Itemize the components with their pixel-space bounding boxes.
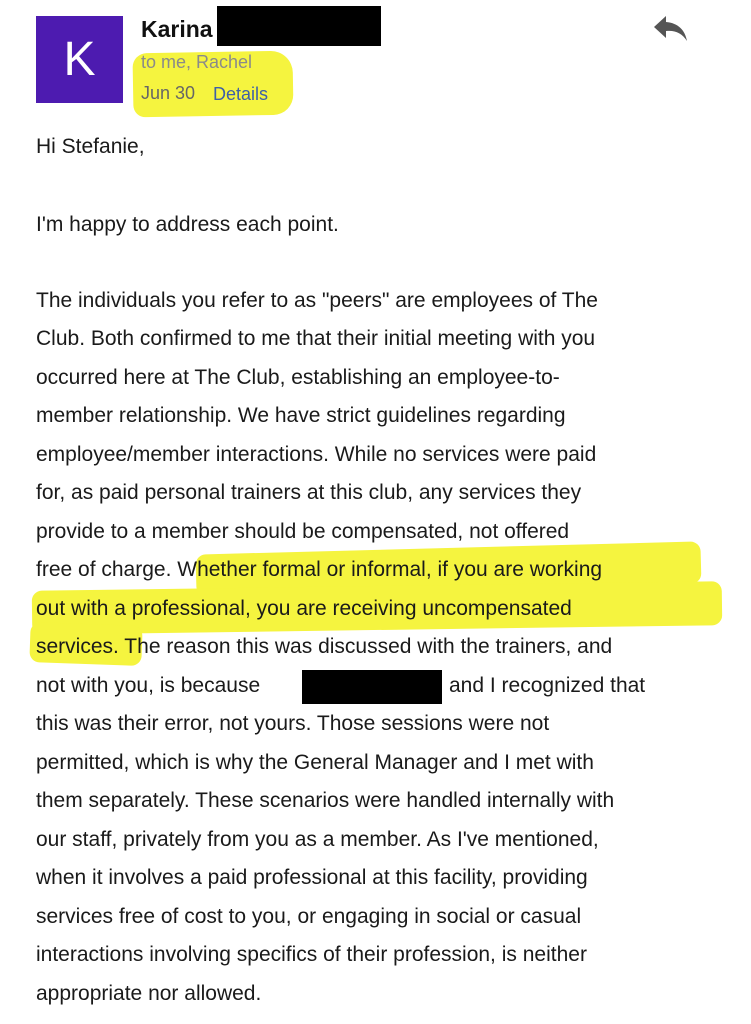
greeting: Hi Stefanie, [36, 135, 145, 158]
avatar-letter: K [63, 33, 96, 86]
body-line: services free of cost to you, or engaging in social or casual [36, 905, 582, 928]
sender-name: Karina [141, 16, 213, 42]
email-date: Jun 30 [141, 83, 196, 103]
body-line: Club. Both confirmed to me that their initial meeting with you [36, 327, 596, 350]
body-line: The individuals you refer to as "peers" are employees of The [36, 289, 598, 312]
body-line: services. The reason this was discussed with the trainers, and [36, 635, 613, 658]
body-line: occurred here at The Club, establishing an employee-to- [36, 366, 560, 389]
body-line: permitted, which is why the General Manager and I met with [36, 751, 594, 774]
body-line: our staff, privately from you as a member. As I've mentioned, [36, 828, 599, 851]
body-line: appropriate nor allowed. [36, 982, 262, 1005]
body-line: out with a professional, you are receiving uncompensated [36, 597, 572, 620]
body-line: free of charge. Whether formal or informal, if you are working [36, 558, 603, 581]
body-line: for, as paid personal trainers at this club, any services they [36, 481, 582, 504]
sender-avatar [36, 16, 123, 103]
body-line: them separately. These scenarios were handled internally with [36, 789, 615, 812]
redacted-surname [217, 6, 381, 46]
body-line: this was their error, not yours. Those sessions were not [36, 712, 550, 735]
body-line: when it involves a paid professional at this facility, providing [36, 866, 588, 889]
body-line: interactions involving specifics of their profession, is neither [36, 943, 587, 966]
body-line: member relationship. We have strict guidelines regarding [36, 404, 566, 427]
reply-arrow-icon[interactable] [652, 14, 690, 44]
redacted-name [302, 670, 442, 704]
body-line: employee/member interactions. While no services were paid [36, 443, 597, 466]
body-line: not with you, is because [36, 674, 261, 697]
body-line: provide to a member should be compensated, not offered [36, 520, 570, 543]
details-link[interactable]: Details [213, 84, 269, 104]
intro-line: I'm happy to address each point. [36, 213, 339, 236]
recipients-line: to me, Rachel [141, 52, 253, 72]
body-line: and I recognized that [449, 674, 646, 697]
